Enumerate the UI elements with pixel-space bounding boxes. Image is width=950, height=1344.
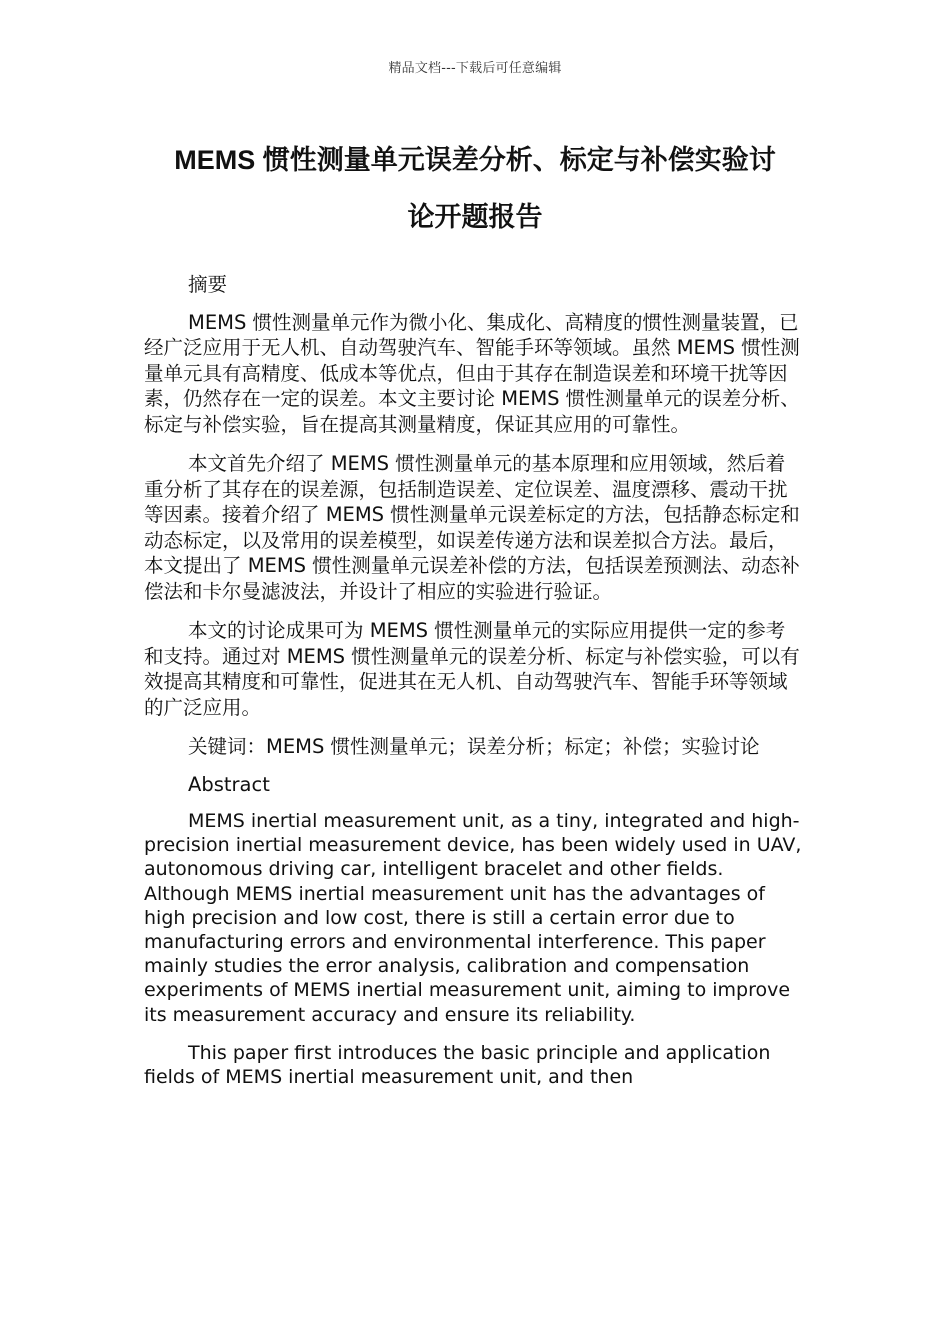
paragraph-en-2: This paper first introduces the basic principle and application fields of MEMS inertial measurement unit, and then: [144, 1041, 771, 1089]
abstract-heading-en: Abstract: [188, 772, 270, 796]
paragraph-en-1: MEMS inertial measurement unit, as a tiny, integrated and high-precision inertial measurement device, has been widely used in UAV, autonomous driving car, intelligent bracelet and other fields. Although MEMS inertial measurement unit has the advantages of high precision and low cost, there is still a certain error due to manufacturing errors and environmental interference. This paper mainly studies the error analysis, calibration and compensation experiments of MEMS inertial measurement unit, aiming to improve its measurement accuracy and ensure its reliability.: [144, 810, 802, 1026]
title-line-1: MEMS 惯性测量单元误差分析、标定与补偿实验讨: [174, 145, 776, 175]
title-line-2: 论开题报告: [407, 202, 543, 232]
document-body: [144, 272, 804, 1103]
header-note: 精品文档---下载后可任意编辑: [388, 61, 562, 76]
paragraph-cn-3: 本文的讨论成果可为 MEMS 惯性测量单元的实际应用提供一定的参考和支持。通过对 MEMS 惯性测量单元的误差分析、标定与补偿实验，可以有效提高其精度和可靠性，促进其在无人机、自动驾驶汽车、智能手环等领域的广泛应用。: [144, 619, 800, 719]
paragraph-cn-1: MEMS 惯性测量单元作为微小化、集成化、高精度的惯性测量装置，已经广泛应用于无人机、自动驾驶汽车、智能手环等领域。虽然 MEMS 惯性测量单元具有高精度、低成本等优点，但由于其存在制造误差和环境干扰等因素，仍然存在一定的误差。本文主要讨论 MEMS 惯性测量单元的误差分析、标定与补偿实验，旨在提高其测量精度，保证其应用的可靠性。: [144, 310, 800, 436]
document-title: [120, 132, 830, 246]
abstract-heading-cn: 摘要: [188, 273, 228, 296]
keywords-cn: 关键词：MEMS 惯性测量单元；误差分析；标定；补偿；实验讨论: [188, 735, 760, 758]
paragraph-cn-2: 本文首先介绍了 MEMS 惯性测量单元的基本原理和应用领域，然后着重分析了其存在的误差源，包括制造误差、定位误差、温度漂移、震动干扰等因素。接着介绍了 MEMS 惯性测量单元误差标定的方法，包括静态标定和动态标定，以及常用的误差模型，如误差传递方法和误差拟合方法。最后，本文提出了 MEMS 惯性测量单元误差补偿的方法，包括误差预测法、动态补偿法和卡尔曼滤波法，并设计了相应的实验进行验证。: [144, 452, 800, 603]
